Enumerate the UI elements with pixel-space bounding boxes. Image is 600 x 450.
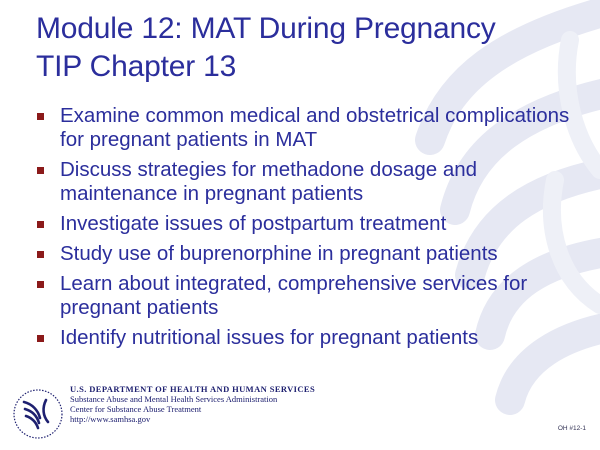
list-item xyxy=(34,212,594,236)
bullet-list xyxy=(34,104,594,356)
hhs-organization-block xyxy=(70,384,315,424)
list-item xyxy=(34,104,594,152)
hhs-eagle-icon xyxy=(12,388,64,440)
square-bullet-icon xyxy=(37,113,44,120)
bullet-text: Study use of buprenorphine in pregnant patients xyxy=(60,242,498,265)
website-link[interactable]: http://www.samhsa.gov xyxy=(70,414,151,424)
square-bullet-icon xyxy=(37,335,44,342)
bullet-text: Learn about integrated, comprehensive services for pregnant patients xyxy=(60,272,528,319)
center-name: Center for Substance Abuse Treatment xyxy=(70,404,202,414)
square-bullet-icon xyxy=(37,221,44,228)
list-item xyxy=(34,326,594,350)
title-line-1: Module 12: MAT During Pregnancy xyxy=(36,12,496,45)
page-title xyxy=(36,10,586,86)
list-item xyxy=(34,158,594,206)
square-bullet-icon xyxy=(37,251,44,258)
list-item xyxy=(34,272,594,320)
list-item xyxy=(34,242,594,266)
bullet-text: Identify nutritional issues for pregnant patients xyxy=(60,326,479,349)
agency-name: Substance Abuse and Mental Health Services Administration xyxy=(70,394,278,404)
bullet-text: Discuss strategies for methadone dosage and maintenance in pregnant patients xyxy=(60,158,478,205)
bullet-text: Investigate issues of postpartum treatment xyxy=(60,212,447,235)
footer xyxy=(0,380,600,450)
bullet-text: Examine common medical and obstetrical complications for pregnant patients in MAT xyxy=(60,104,570,151)
slide-code: OH #12-1 xyxy=(557,425,586,432)
department-name: U.S. DEPARTMENT OF HEALTH AND HUMAN SERVICES xyxy=(70,384,316,394)
title-line-2: TIP Chapter 13 xyxy=(36,50,237,83)
square-bullet-icon xyxy=(37,167,44,174)
square-bullet-icon xyxy=(37,281,44,288)
